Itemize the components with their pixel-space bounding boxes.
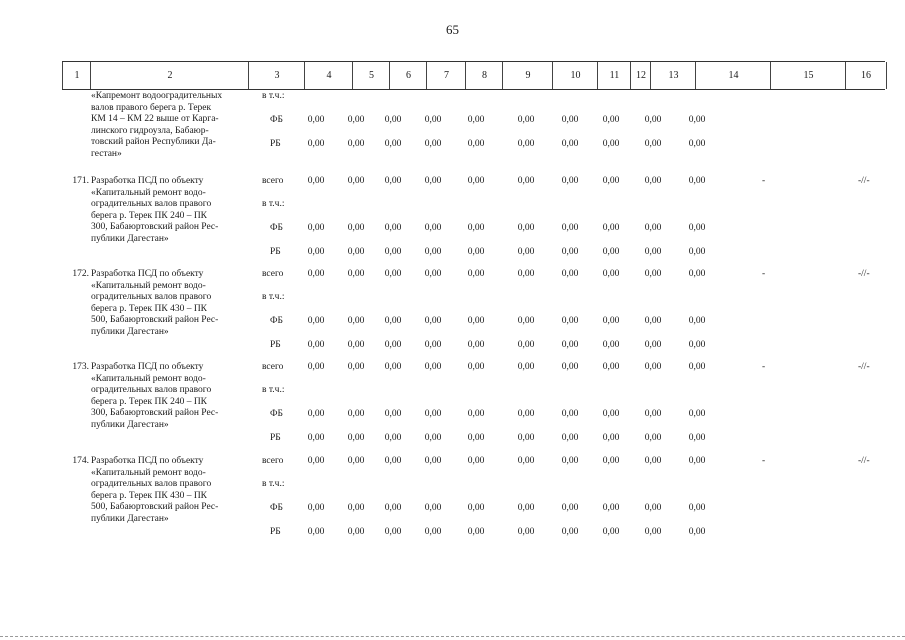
cell-value: 0,00 (561, 433, 579, 443)
col14-dash: - (762, 362, 766, 372)
cell-value: 0,00 (688, 269, 706, 279)
cell-value: 0,00 (347, 527, 365, 537)
cell-value: 0,00 (347, 316, 365, 326)
cell-value: 0,00 (644, 409, 662, 419)
cell-value: 0,00 (644, 527, 662, 537)
cell-value: 0,00 (602, 456, 620, 466)
cell-value: 0,00 (644, 223, 662, 233)
cell-value: 0,00 (307, 139, 325, 149)
cell-value: 0,00 (424, 223, 442, 233)
cell-value: 0,00 (644, 340, 662, 350)
header-col-2: 2 (90, 62, 249, 89)
cell-value: 0,00 (347, 456, 365, 466)
cell-value: 0,00 (384, 115, 402, 125)
cell-value: 0,00 (644, 269, 662, 279)
cell-value: 0,00 (467, 456, 485, 466)
cell-value: 0,00 (424, 316, 442, 326)
description-line: берега р. Терек ПК 430 – ПК (91, 490, 208, 501)
cell-value: 0,00 (644, 503, 662, 513)
description-line: публики Дагестан» (91, 419, 169, 430)
cell-value: 0,00 (467, 176, 485, 186)
cell-value: 0,00 (467, 139, 485, 149)
cell-value: 0,00 (307, 409, 325, 419)
cell-value: 0,00 (347, 340, 365, 350)
cell-value: 0,00 (561, 316, 579, 326)
cell-value: 0,00 (307, 269, 325, 279)
table-row (62, 269, 885, 361)
description-line: оградительных валов правого (91, 385, 212, 396)
header-col-9: 9 (502, 62, 553, 89)
cell-value: 0,00 (384, 433, 402, 443)
cell-value: 0,00 (561, 456, 579, 466)
cell-value: 0,00 (644, 139, 662, 149)
cell-value: 0,00 (517, 223, 535, 233)
row-label-fb: ФБ (270, 223, 283, 233)
cell-value: 0,00 (467, 340, 485, 350)
cell-value: 0,00 (307, 223, 325, 233)
table-row (62, 456, 885, 548)
description-line: «Капремонт водооградительных (91, 91, 223, 101)
cell-value: 0,00 (644, 247, 662, 257)
description-line: «Капитальный ремонт водо- (91, 187, 206, 198)
cell-value: 0,00 (517, 176, 535, 186)
cell-value: 0,00 (602, 362, 620, 372)
cell-value: 0,00 (644, 456, 662, 466)
cell-value: 0,00 (467, 409, 485, 419)
description-line: Разработка ПСД по объекту (91, 456, 204, 466)
header-col-8: 8 (465, 62, 503, 89)
cell-value: 0,00 (517, 269, 535, 279)
row-label-incl: в т.ч.: (262, 292, 285, 302)
row-label-rb: РБ (270, 527, 281, 537)
cell-value: 0,00 (602, 176, 620, 186)
row-label-total: всего (262, 176, 284, 186)
description-line: Разработка ПСД по объекту (91, 362, 204, 372)
cell-value: 0,00 (517, 340, 535, 350)
cell-value: 0,00 (602, 527, 620, 537)
cell-value: 0,00 (424, 456, 442, 466)
description-line: 500, Бабаюртовский район Рес- (91, 315, 219, 326)
row-description (91, 362, 245, 432)
cell-value: 0,00 (602, 269, 620, 279)
row-number: 171. (72, 176, 89, 186)
cell-value: 0,00 (517, 316, 535, 326)
row-label-incl: в т.ч.: (262, 479, 285, 489)
row-label-total: всего (262, 456, 284, 466)
table-row (62, 176, 885, 268)
cell-value: 0,00 (384, 340, 402, 350)
cell-value: 0,00 (424, 176, 442, 186)
cell-value: 0,00 (561, 139, 579, 149)
cell-value: 0,00 (424, 340, 442, 350)
cell-value: 0,00 (688, 503, 706, 513)
header-col-6: 6 (389, 62, 427, 89)
cell-value: 0,00 (517, 362, 535, 372)
description-line: гестан» (91, 148, 122, 159)
cell-value: 0,00 (561, 340, 579, 350)
description-line: валов правого берега р. Терек (91, 102, 212, 113)
cell-value: 0,00 (347, 115, 365, 125)
cell-value: 0,00 (688, 139, 706, 149)
cell-value: 0,00 (644, 433, 662, 443)
cell-value: 0,00 (307, 456, 325, 466)
cell-value: 0,00 (602, 316, 620, 326)
cell-value: 0,00 (561, 176, 579, 186)
cell-value: 0,00 (424, 139, 442, 149)
cell-value: 0,00 (347, 433, 365, 443)
cell-value: 0,00 (467, 247, 485, 257)
row-label-rb: РБ (270, 139, 281, 149)
cell-value: 0,00 (688, 115, 706, 125)
cell-value: 0,00 (467, 223, 485, 233)
row-label-total: всего (262, 269, 284, 279)
header-col-12: 12 (630, 62, 651, 89)
cell-value: 0,00 (644, 362, 662, 372)
cell-value: 0,00 (424, 433, 442, 443)
cell-value: 0,00 (424, 247, 442, 257)
description-line: «Капитальный ремонт водо- (91, 373, 206, 384)
cell-value: 0,00 (347, 247, 365, 257)
cell-value: 0,00 (307, 362, 325, 372)
cell-value: 0,00 (307, 176, 325, 186)
table-row (62, 362, 885, 454)
row-description (91, 456, 245, 526)
cell-value: 0,00 (467, 269, 485, 279)
cell-value: 0,00 (347, 223, 365, 233)
cell-value: 0,00 (307, 503, 325, 513)
cell-value: 0,00 (424, 362, 442, 372)
cell-value: 0,00 (561, 269, 579, 279)
row-description (91, 91, 245, 161)
col16-note: -//- (858, 362, 870, 372)
row-label-rb: РБ (270, 433, 281, 443)
cell-value: 0,00 (517, 433, 535, 443)
description-line: товский район Республики Да- (91, 137, 216, 148)
description-line: Разработка ПСД по объекту (91, 269, 204, 279)
page-number: 65 (446, 22, 459, 37)
cell-value: 0,00 (688, 247, 706, 257)
description-line: берега р. Терек ПК 240 – ПК (91, 210, 208, 221)
description-line: берега р. Терек ПК 430 – ПК (91, 303, 208, 314)
cell-value: 0,00 (561, 362, 579, 372)
cell-value: 0,00 (384, 316, 402, 326)
cell-value: 0,00 (602, 115, 620, 125)
row-number: 173. (72, 362, 89, 372)
cell-value: 0,00 (424, 503, 442, 513)
row-label-rb: РБ (270, 247, 281, 257)
cell-value: 0,00 (688, 362, 706, 372)
cell-value: 0,00 (644, 316, 662, 326)
header-col-5: 5 (352, 62, 390, 89)
cell-value: 0,00 (384, 139, 402, 149)
cell-value: 0,00 (517, 247, 535, 257)
page-bottom-edge (0, 636, 905, 637)
cell-value: 0,00 (517, 456, 535, 466)
col16-note: -//- (858, 269, 870, 279)
cell-value: 0,00 (688, 340, 706, 350)
table-row (62, 91, 885, 183)
cell-value: 0,00 (384, 223, 402, 233)
header-col-15: 15 (770, 62, 846, 89)
table-header (62, 61, 885, 90)
cell-value: 0,00 (602, 340, 620, 350)
header-col-10: 10 (552, 62, 598, 89)
cell-value: 0,00 (561, 223, 579, 233)
cell-value: 0,00 (384, 503, 402, 513)
cell-value: 0,00 (467, 503, 485, 513)
col14-dash: - (762, 456, 766, 466)
row-number: 174. (72, 456, 89, 466)
cell-value: 0,00 (561, 503, 579, 513)
cell-value: 0,00 (467, 362, 485, 372)
row-label-incl: в т.ч.: (262, 385, 285, 395)
cell-value: 0,00 (688, 527, 706, 537)
cell-value: 0,00 (384, 176, 402, 186)
description-line: публики Дагестан» (91, 326, 169, 337)
description-line: Разработка ПСД по объекту (91, 176, 204, 186)
description-line: оградительных валов правого (91, 479, 212, 490)
cell-value: 0,00 (561, 409, 579, 419)
cell-value: 0,00 (467, 316, 485, 326)
cell-value: 0,00 (602, 247, 620, 257)
cell-value: 0,00 (347, 139, 365, 149)
cell-value: 0,00 (384, 247, 402, 257)
cell-value: 0,00 (307, 247, 325, 257)
row-label-fb: ФБ (270, 115, 283, 125)
description-line: «Капитальный ремонт водо- (91, 280, 206, 291)
row-label-fb: ФБ (270, 316, 283, 326)
cell-value: 0,00 (517, 527, 535, 537)
description-line: 300, Бабаюртовский район Рес- (91, 408, 219, 419)
cell-value: 0,00 (688, 176, 706, 186)
row-description (91, 269, 245, 339)
header-col-4: 4 (304, 62, 353, 89)
cell-value: 0,00 (467, 433, 485, 443)
cell-value: 0,00 (602, 503, 620, 513)
cell-value: 0,00 (602, 433, 620, 443)
description-line: 300, Бабаюртовский район Рес- (91, 222, 219, 233)
description-line: «Капитальный ремонт водо- (91, 467, 206, 478)
cell-value: 0,00 (384, 269, 402, 279)
header-col-11: 11 (597, 62, 631, 89)
cell-value: 0,00 (347, 176, 365, 186)
cell-value: 0,00 (384, 409, 402, 419)
row-description (91, 176, 245, 246)
cell-value: 0,00 (307, 316, 325, 326)
cell-value: 0,00 (384, 362, 402, 372)
row-label-incl: в т.ч.: (262, 199, 285, 209)
cell-value: 0,00 (307, 527, 325, 537)
description-line: 500, Бабаюртовский район Рес- (91, 502, 219, 513)
description-line: оградительных валов правого (91, 292, 212, 303)
col14-dash: - (762, 176, 766, 186)
description-line: КМ 14 – КМ 22 выше от Карга- (91, 114, 219, 125)
col16-note: -//- (858, 456, 870, 466)
description-line: берега р. Терек ПК 240 – ПК (91, 396, 208, 407)
cell-value: 0,00 (347, 362, 365, 372)
cell-value: 0,00 (347, 503, 365, 513)
row-label-fb: ФБ (270, 409, 283, 419)
cell-value: 0,00 (307, 115, 325, 125)
header-col-7: 7 (426, 62, 466, 89)
cell-value: 0,00 (424, 269, 442, 279)
header-col-3: 3 (248, 62, 305, 89)
description-line: публики Дагестан» (91, 233, 169, 244)
cell-value: 0,00 (517, 139, 535, 149)
row-label-rb: РБ (270, 340, 281, 350)
cell-value: 0,00 (384, 456, 402, 466)
header-col-16: 16 (845, 62, 887, 89)
header-col-14: 14 (695, 62, 771, 89)
cell-value: 0,00 (561, 247, 579, 257)
cell-value: 0,00 (467, 527, 485, 537)
cell-value: 0,00 (688, 409, 706, 419)
cell-value: 0,00 (688, 316, 706, 326)
cell-value: 0,00 (424, 527, 442, 537)
col16-note: -//- (858, 176, 870, 186)
cell-value: 0,00 (602, 139, 620, 149)
cell-value: 0,00 (602, 223, 620, 233)
cell-value: 0,00 (517, 115, 535, 125)
row-label-fb: ФБ (270, 503, 283, 513)
cell-value: 0,00 (517, 409, 535, 419)
cell-value: 0,00 (602, 409, 620, 419)
description-line: оградительных валов правого (91, 199, 212, 210)
header-col-1: 1 (62, 62, 91, 89)
description-line: публики Дагестан» (91, 513, 169, 524)
cell-value: 0,00 (688, 456, 706, 466)
cell-value: 0,00 (467, 115, 485, 125)
cell-value: 0,00 (644, 115, 662, 125)
cell-value: 0,00 (688, 433, 706, 443)
header-col-13: 13 (650, 62, 696, 89)
row-label-total: всего (262, 362, 284, 372)
cell-value: 0,00 (424, 409, 442, 419)
cell-value: 0,00 (561, 115, 579, 125)
row-label-incl: в т.ч.: (262, 91, 285, 101)
row-number: 172. (72, 269, 89, 279)
cell-value: 0,00 (561, 527, 579, 537)
cell-value: 0,00 (347, 269, 365, 279)
cell-value: 0,00 (307, 340, 325, 350)
cell-value: 0,00 (517, 503, 535, 513)
cell-value: 0,00 (384, 527, 402, 537)
description-line: линского гидроузла, Бабаюр- (91, 125, 209, 136)
cell-value: 0,00 (424, 115, 442, 125)
cell-value: 0,00 (347, 409, 365, 419)
cell-value: 0,00 (688, 223, 706, 233)
cell-value: 0,00 (307, 433, 325, 443)
col14-dash: - (762, 269, 766, 279)
cell-value: 0,00 (644, 176, 662, 186)
